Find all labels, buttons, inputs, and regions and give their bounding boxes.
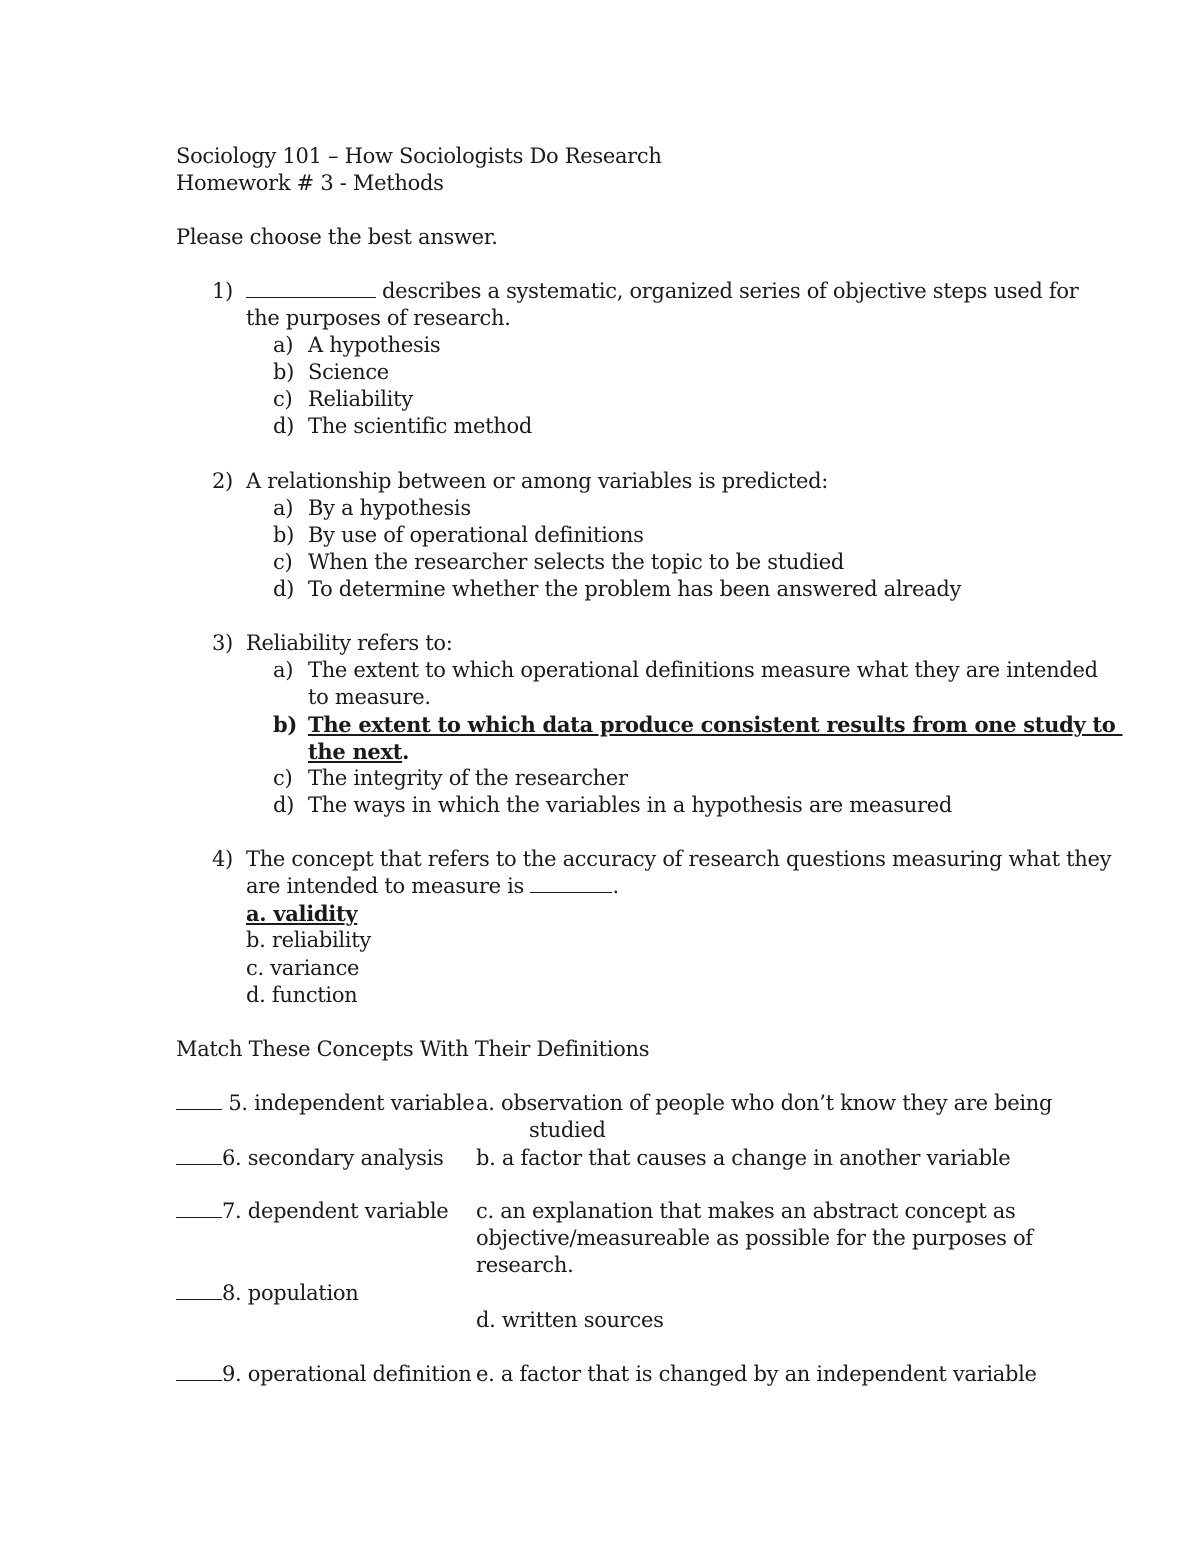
- matching-definition: a. observation of people who don’t know they are being: [476, 1091, 1053, 1115]
- answer-blank: [176, 1362, 222, 1381]
- matching-concept: 8. population: [176, 1280, 358, 1307]
- option-text: By a hypothesis: [308, 496, 471, 520]
- option-letter: b): [273, 523, 295, 547]
- question-number: 2): [212, 469, 233, 493]
- matching-concept: 7. dependent variable: [176, 1198, 448, 1225]
- question-text-continued: are intended to measure is .: [246, 874, 619, 898]
- answer-blank: [176, 1091, 222, 1110]
- option-letter: c): [273, 766, 293, 790]
- option-text-correct-continued: the next.: [308, 739, 410, 764]
- option-letter: d): [273, 414, 295, 438]
- instructions: Please choose the best answer.: [176, 225, 498, 249]
- option-text: A hypothesis: [308, 333, 441, 357]
- answer-blank: [246, 279, 376, 298]
- document-title: Sociology 101 – How Sociologists Do Research: [176, 144, 662, 168]
- matching-definition-continued: studied: [529, 1118, 606, 1142]
- matching-definition-continued: research.: [476, 1253, 574, 1277]
- option-text: To determine whether the problem has been answered already: [308, 577, 962, 601]
- question-number: 3): [212, 631, 233, 655]
- option-text: Science: [308, 360, 389, 384]
- matching-definition: e. a factor that is changed by an independent variable: [476, 1362, 1037, 1386]
- option-letter: d): [273, 577, 295, 601]
- option-text: c. variance: [246, 956, 360, 980]
- question-text: describes a systematic, organized series of objective steps used for: [246, 278, 1078, 305]
- option-letter: a): [273, 333, 294, 357]
- option-text: d. function: [246, 983, 358, 1007]
- option-text: When the researcher selects the topic to be studied: [308, 550, 844, 574]
- option-letter: b): [273, 360, 295, 384]
- option-text: The integrity of the researcher: [308, 766, 628, 790]
- option-text: Reliability: [308, 387, 413, 411]
- option-letter: c): [273, 387, 293, 411]
- option-text-continued: to measure.: [308, 685, 431, 709]
- matching-definition: b. a factor that causes a change in another variable: [476, 1146, 1011, 1170]
- question-text-continued: the purposes of research.: [246, 306, 511, 330]
- answer-blank: [530, 874, 612, 893]
- option-text: By use of operational definitions: [308, 523, 644, 547]
- option-text-correct: The extent to which data produce consistent results from one study to: [308, 712, 1123, 737]
- answer-blank: [176, 1146, 222, 1165]
- option-text: The ways in which the variables in a hypothesis are measured: [308, 793, 952, 817]
- matching-definition: c. an explanation that makes an abstract concept as: [476, 1199, 1016, 1223]
- option-letter: c): [273, 550, 293, 574]
- option-text: The extent to which operational definitions measure what they are intended: [308, 658, 1098, 682]
- question-text: A relationship between or among variables is predicted:: [246, 469, 829, 493]
- option-text: b. reliability: [246, 928, 371, 952]
- document-subtitle: Homework # 3 - Methods: [176, 171, 444, 195]
- matching-heading: Match These Concepts With Their Definitions: [176, 1037, 650, 1061]
- question-text: Reliability refers to:: [246, 631, 453, 655]
- matching-concept: 9. operational definition: [176, 1361, 471, 1388]
- matching-definition-continued: objective/measureable as possible for the purposes of: [476, 1226, 1033, 1250]
- option-text: The scientific method: [308, 414, 533, 438]
- question-text: The concept that refers to the accuracy of research questions measuring what they: [246, 847, 1112, 871]
- answer-blank: [176, 1199, 222, 1218]
- question-number: 1): [212, 279, 233, 303]
- option-letter: a): [273, 496, 294, 520]
- matching-concept: 5. independent variable: [176, 1090, 474, 1117]
- question-number: 4): [212, 847, 233, 871]
- option-text-correct: a. validity: [246, 901, 358, 926]
- matching-definition: d. written sources: [476, 1308, 664, 1332]
- matching-concept: 6. secondary analysis: [176, 1145, 444, 1172]
- option-letter: d): [273, 793, 295, 817]
- answer-blank: [176, 1281, 222, 1300]
- option-letter: a): [273, 658, 294, 682]
- option-letter-correct: b): [273, 712, 298, 737]
